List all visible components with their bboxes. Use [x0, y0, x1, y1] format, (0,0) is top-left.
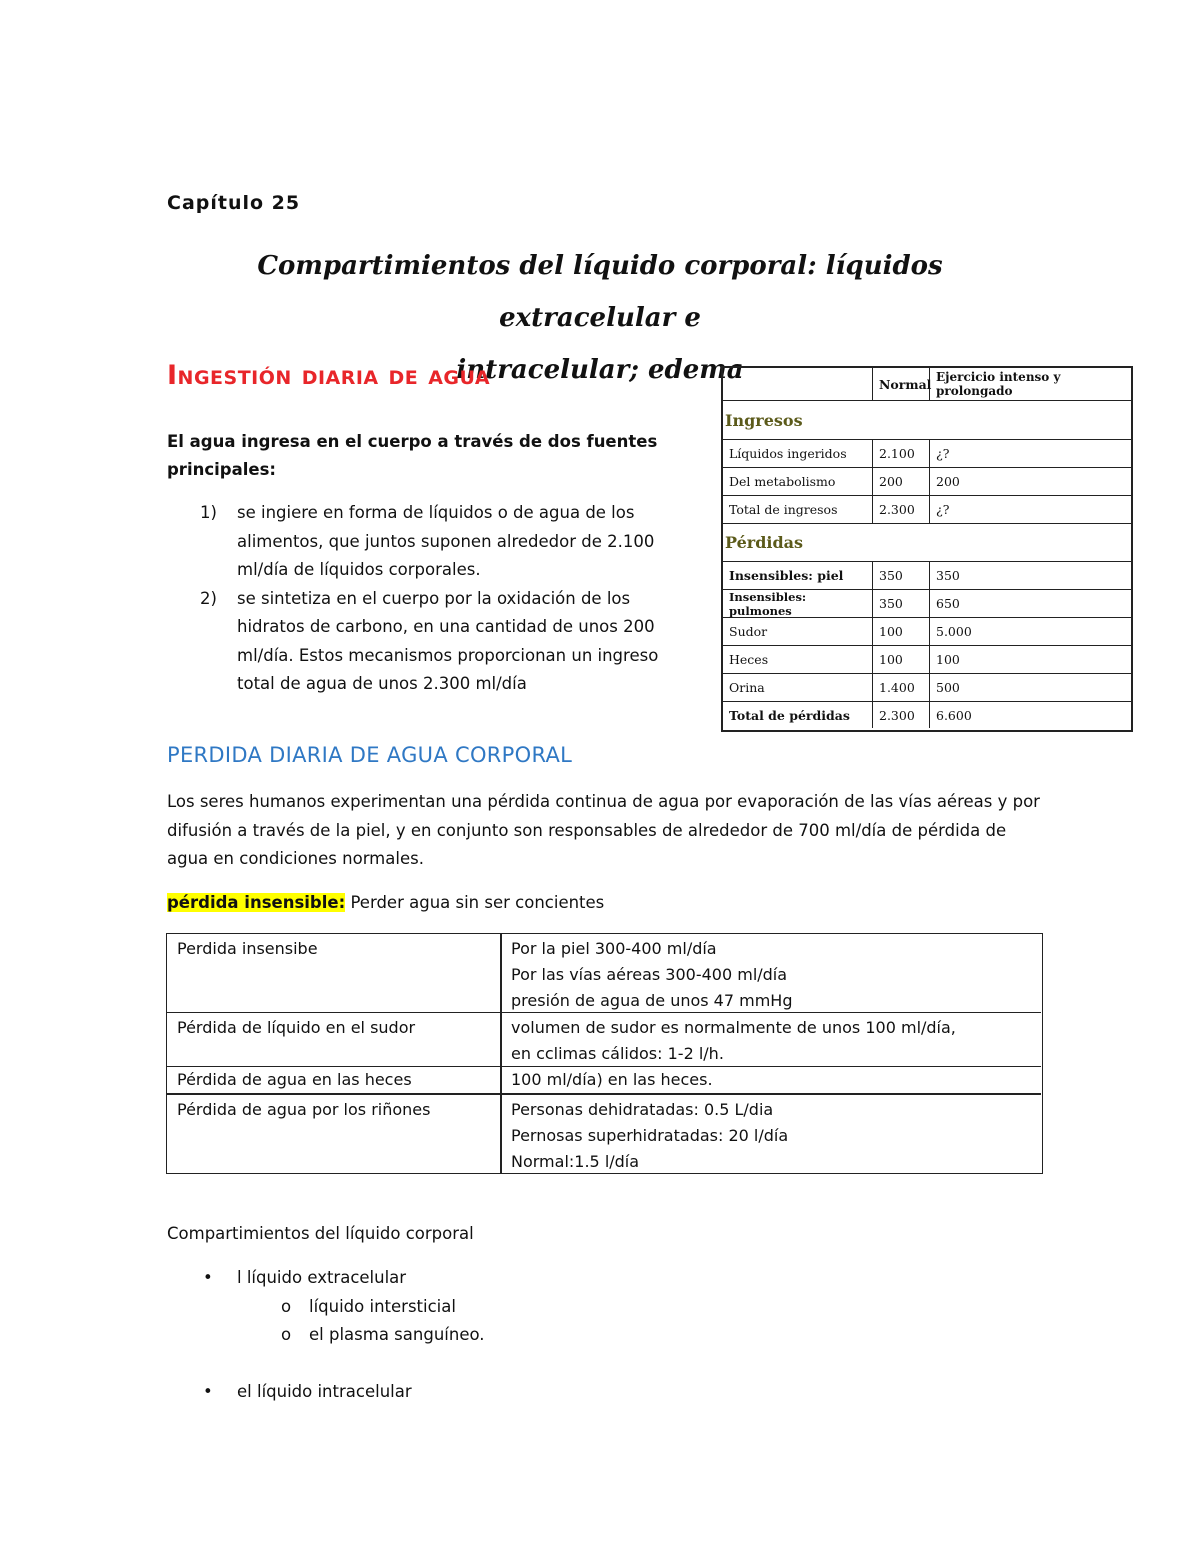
list-text: el plasma sanguíneo. [309, 1325, 485, 1344]
table-row [723, 618, 1131, 646]
cell-line: Por la piel 300-400 ml/día [511, 939, 717, 958]
table-cell: 350 [873, 590, 930, 617]
cell-line: Pernosas superhidratadas: 20 l/día [511, 1126, 789, 1145]
table-cell [511, 1015, 1031, 1067]
perdida-paragraph: Los seres humanos experimentan una pérdida continua de agua por evaporación de las vías aéreas y por difusión a través de la piel, y en conjunto son responsables de alrededor de 700 ml/día de pérdida de agua en condiciones normales. [167, 792, 1040, 868]
list-text: l líquido extracelular [237, 1268, 407, 1287]
table-cell: 6.600 [936, 707, 972, 723]
highlighted-term: pérdida insensible: [167, 893, 346, 912]
bullet-icon: • [203, 1268, 213, 1287]
table-cell [511, 1067, 1031, 1093]
table-cell: Orina [723, 674, 873, 701]
ingestion-list [167, 499, 687, 699]
table-cell: Pérdida de agua en las heces [177, 1070, 412, 1089]
table-cell: 2.300 [873, 496, 930, 523]
cell-line: Personas dehidratadas: 0.5 L/dia [511, 1100, 774, 1119]
table-row [167, 1067, 1041, 1095]
table-row [167, 1013, 1041, 1067]
table-cell: 650 [936, 596, 960, 611]
heading-perdida: PERDIDA DIARIA DE AGUA CORPORAL [167, 743, 573, 767]
table-header-cell: Normal [873, 368, 930, 400]
table-row [167, 1095, 1041, 1173]
insensible-definition [167, 889, 604, 917]
list-text: el líquido intracelular [237, 1382, 412, 1401]
table-cell: 500 [936, 680, 960, 695]
table-cell: 2.300 [873, 702, 930, 728]
table-cell: Del metabolismo [723, 468, 873, 495]
cell-line: en cclimas cálidos: 1-2 l/h. [511, 1044, 724, 1063]
table-cell: ¿? [936, 502, 950, 517]
water-balance-table [721, 366, 1133, 732]
table-cell: 100 [873, 646, 930, 673]
table-cell: Heces [723, 646, 873, 673]
list-item [203, 1264, 407, 1292]
compartments-title: Compartimientos del líquido corporal [167, 1224, 474, 1243]
table-cell: ¿? [936, 446, 950, 461]
chapter-label: Capítulo 25 [167, 192, 301, 214]
list-text: líquido intersticial [309, 1297, 456, 1316]
table-cell: Total de pérdidas [723, 702, 873, 728]
table-row [723, 496, 1131, 524]
table-cell [511, 936, 1031, 1014]
table-cell: Insensibles: pulmones [723, 590, 873, 617]
column-divider [500, 934, 502, 1012]
section-perdidas: Pérdidas [725, 533, 804, 552]
table-header-row [723, 368, 1131, 401]
section-ingresos: Ingresos [725, 410, 803, 430]
table-cell: Líquidos ingeridos [723, 440, 873, 467]
list-text: se sintetiza en el cuerpo por la oxidación de los hidratos de carbono, en una cantidad de unos 200 ml/día. Estos mecanismos proporcionan un ingreso total de agua de unos 2.300 ml/día [237, 588, 659, 693]
column-divider [500, 1013, 502, 1066]
cell-line: 100 ml/día) en las heces. [511, 1070, 713, 1089]
column-divider [500, 1095, 502, 1173]
table-row [723, 590, 1131, 618]
table-cell [511, 1097, 1031, 1175]
list-text: se ingiere en forma de líquidos o de agua de los alimentos, que juntos suponen alrededor de 2.100 ml/día de líquidos corporales. [237, 503, 655, 579]
title-line-2: intracelular; edema [456, 355, 744, 385]
table-row [723, 702, 1131, 728]
table-row [723, 562, 1131, 590]
heading-ingestion: Ingestión diaria de agua [167, 360, 491, 391]
table-cell: 5.000 [936, 624, 972, 639]
table-section-row [723, 401, 1131, 440]
table-row [723, 468, 1131, 496]
table-cell: Insensibles: piel [723, 562, 873, 589]
table-cell: 350 [936, 568, 960, 583]
cell-line: volumen de sudor es normalmente de unos 100 ml/día, [511, 1018, 956, 1037]
table-cell: 350 [873, 562, 930, 589]
table-cell: 200 [873, 468, 930, 495]
sub-bullet-icon: o [281, 1297, 292, 1316]
cell-line: Por las vías aéreas 300-400 ml/día [511, 965, 788, 984]
table-cell: 2.100 [873, 440, 930, 467]
loss-table [166, 933, 1043, 1174]
table-cell: 200 [936, 474, 960, 489]
table-row [723, 440, 1131, 468]
table-cell: 100 [936, 652, 960, 667]
table-cell: 100 [873, 618, 930, 645]
cell-line: Normal:1.5 l/día [511, 1152, 640, 1171]
column-divider [500, 1067, 502, 1093]
list-item [167, 499, 687, 585]
list-number: 2) [200, 588, 217, 608]
sub-bullet-icon: o [281, 1325, 292, 1344]
table-cell: 1.400 [873, 674, 930, 701]
list-item [281, 1321, 485, 1349]
table-row [723, 674, 1131, 702]
list-item [203, 1378, 412, 1406]
table-cell: Sudor [723, 618, 873, 645]
list-item [167, 585, 687, 699]
table-cell: Pérdida de líquido en el sudor [177, 1018, 416, 1037]
table-cell: Perdida insensibe [177, 939, 318, 958]
definition-text: Perder agua sin ser concientes [345, 893, 605, 912]
list-number: 1) [200, 503, 217, 522]
table-header-cell [723, 368, 873, 400]
table-cell: Total de ingresos [723, 496, 873, 523]
title-line-1: Compartimientos del líquido corporal: líquidos extracelular e [257, 251, 943, 333]
table-row [167, 934, 1041, 1013]
table-section-row [723, 524, 1131, 562]
cell-line: presión de agua de unos 47 mmHg [511, 991, 793, 1010]
table-header-cell: Ejercicio intenso y prolongado [936, 370, 1061, 398]
bullet-icon: • [203, 1382, 213, 1401]
table-cell: Pérdida de agua por los riñones [177, 1100, 431, 1119]
ingestion-intro: El agua ingresa en el cuerpo a través de dos fuentes principales: [167, 432, 658, 479]
table-row [723, 646, 1131, 674]
list-item [281, 1293, 456, 1321]
